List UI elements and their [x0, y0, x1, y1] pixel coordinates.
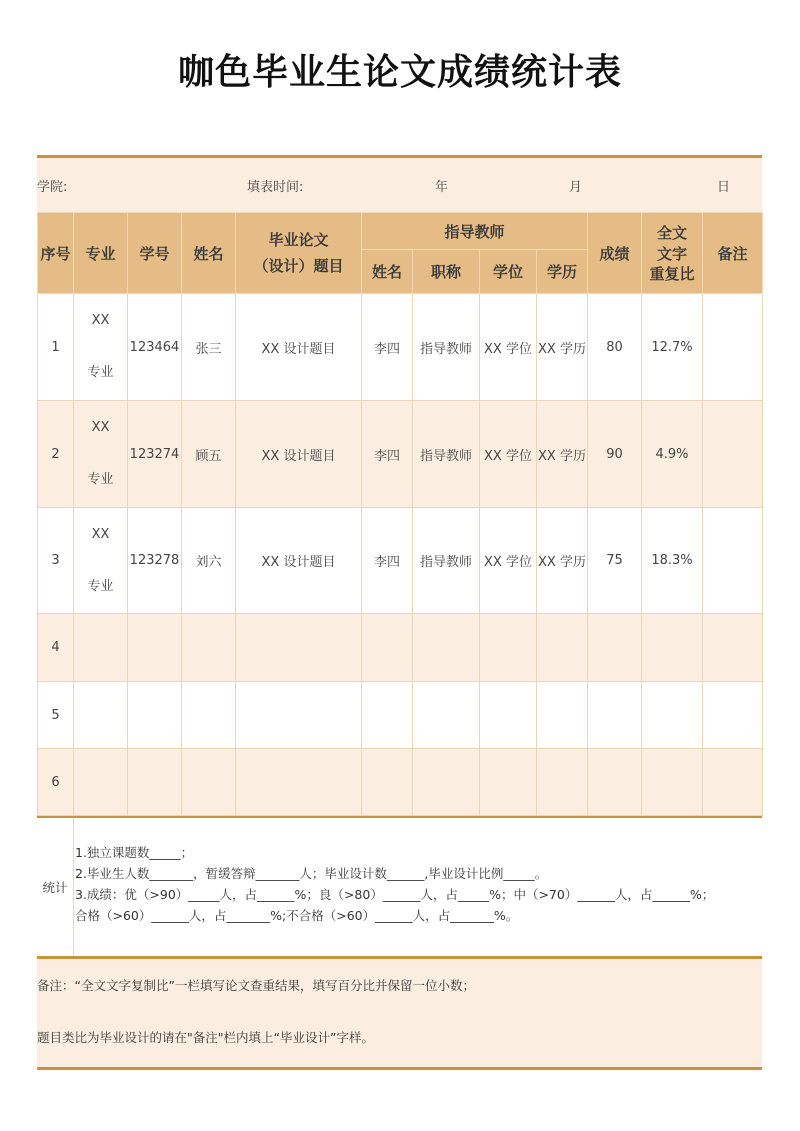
cell-edu: XX 学历 [537, 294, 588, 401]
header-advisor-title: 职称 [413, 250, 480, 294]
header-advisor-name: 姓名 [362, 250, 413, 294]
note-line-2: 题目类比为毕业设计的请在"备注"栏内填上“毕业设计”字样。 [37, 1030, 374, 1045]
year-label: 年 [435, 180, 449, 195]
header-major: 专业 [74, 213, 128, 294]
table-row [38, 749, 763, 816]
cell-seq: 6 [38, 749, 74, 816]
statistics-line-3: 3.成绩：优（>90）_____人，占______%；良（>80）______人，占_____%；中（>70）______人，占______%； [75, 887, 715, 902]
cell-advisor-title: 指导教师 [413, 401, 480, 508]
page-title: 咖色毕业生论文成绩统计表 [177, 52, 622, 93]
cell-degree: XX 学位 [480, 401, 537, 508]
cell-name: 张三 [182, 294, 236, 401]
cell-degree: XX 学位 [480, 508, 537, 614]
header-remark: 备注 [703, 213, 763, 294]
cell-seq: 3 [38, 508, 74, 614]
table-row [38, 614, 763, 682]
cell-major-line2: 专业 [87, 365, 114, 380]
header-advisor-edu: 学历 [537, 250, 588, 294]
cell-topic: XX 设计题目 [236, 508, 362, 614]
table-row [38, 294, 763, 401]
month-label: 月 [569, 180, 583, 195]
cell-major-line2: 专业 [87, 472, 114, 487]
cell-advisor: 李四 [362, 508, 413, 614]
cell-score: 80 [588, 294, 642, 401]
statistics-line-1: 1.独立课题数_____； [75, 845, 194, 860]
cell-major [74, 508, 128, 614]
header-dup-line3: 重复比 [649, 265, 695, 283]
table-row [38, 401, 763, 508]
cell-advisor: 李四 [362, 401, 413, 508]
cell-student-id: 123464 [128, 294, 182, 401]
cell-seq: 4 [38, 614, 74, 682]
cell-advisor-title: 指导教师 [413, 294, 480, 401]
cell-score: 75 [588, 508, 642, 614]
header-score: 成绩 [588, 213, 642, 294]
grade-table [37, 212, 763, 816]
statistics-lines [75, 842, 714, 926]
cell-dup: 18.3% [642, 508, 703, 614]
cell-topic: XX 设计题目 [236, 401, 362, 508]
cell-remark [703, 401, 763, 508]
cell-dup: 12.7% [642, 294, 703, 401]
grade-sheet [37, 155, 762, 1070]
header-dup-line2: 文字 [657, 245, 688, 263]
table-row [38, 682, 763, 749]
cell-seq: 5 [38, 682, 74, 749]
header-thesis-topic [236, 213, 362, 294]
cell-major [74, 294, 128, 401]
statistics-line-4: 合格（>60）______人，占_______%;不合格（>60）______人，占_______%。 [75, 908, 519, 923]
cell-major-line2: 专业 [87, 578, 114, 594]
cell-seq: 1 [38, 294, 74, 401]
cell-major-line1: XX [91, 526, 110, 542]
cell-seq: 2 [38, 401, 74, 508]
cell-remark [703, 294, 763, 401]
cell-dup: 4.9% [642, 401, 703, 508]
cell-edu: XX 学历 [537, 508, 588, 614]
college-label: 学院: [37, 180, 68, 195]
fill-time-label: 填表时间: [247, 180, 304, 195]
cell-advisor: 李四 [362, 294, 413, 401]
header-advisor-group: 指导教师 [362, 213, 588, 250]
info-row [37, 155, 762, 212]
cell-student-id: 123278 [128, 508, 182, 614]
cell-major [74, 401, 128, 508]
header-name: 姓名 [182, 213, 236, 294]
header-seq: 序号 [38, 213, 74, 294]
note-line-1: 备注：“全文文字复制比”一栏填写论文查重结果，填写百分比并保留一位小数； [37, 978, 475, 993]
header-thesis-line1: 毕业论文 [268, 231, 329, 249]
cell-remark [703, 508, 763, 614]
cell-topic: XX 设计题目 [236, 294, 362, 401]
cell-major-line1: XX [91, 420, 110, 435]
cell-score: 90 [588, 401, 642, 508]
statistics-section [37, 816, 762, 956]
cell-advisor-title: 指导教师 [413, 508, 480, 614]
header-thesis-line2: （设计）题目 [253, 257, 344, 275]
header-student-id: 学号 [128, 213, 182, 294]
statistics-label: 统计 [37, 818, 74, 956]
table-row [38, 508, 763, 614]
cell-edu: XX 学历 [537, 401, 588, 508]
header-dup-line1: 全文 [657, 224, 688, 242]
statistics-line-2: 2.毕业生人数_______，暂缓答辩_______人；毕业设计数______,毕业设计比例_____。 [75, 866, 548, 881]
header-duplicate-ratio [642, 213, 703, 294]
cell-name: 刘六 [182, 508, 236, 614]
notes-section [37, 956, 762, 1070]
day-label: 日 [717, 180, 731, 195]
cell-student-id: 123274 [128, 401, 182, 508]
cell-name: 顾五 [182, 401, 236, 508]
cell-major-line1: XX [91, 313, 110, 328]
cell-degree: XX 学位 [480, 294, 537, 401]
header-advisor-degree: 学位 [480, 250, 537, 294]
